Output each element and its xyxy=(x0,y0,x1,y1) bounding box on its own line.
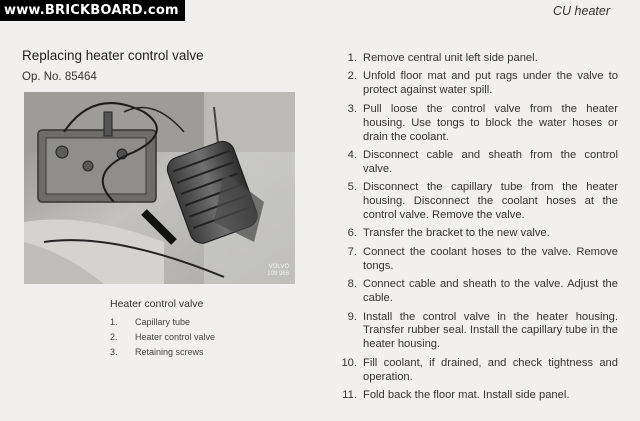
step-number: 6. xyxy=(347,227,357,240)
legend-item xyxy=(110,315,215,330)
step-item xyxy=(336,357,618,385)
legend-label: Retaining screws xyxy=(135,347,204,357)
step-item xyxy=(336,311,618,353)
step-text: Disconnect the capillary tube from the heater housing. Disconnect the coolant hoses at the control valve. Remove the valve. xyxy=(363,181,618,222)
legend-number: 2. xyxy=(110,332,118,342)
figure-reference xyxy=(267,264,289,278)
step-text: Transfer the bracket to the new valve. xyxy=(363,227,550,240)
step-number: 11. xyxy=(342,389,357,402)
step-text: Disconnect cable and sheath from the control valve. xyxy=(363,148,618,175)
brickboard-watermark: www.BRICKBOARD.com xyxy=(0,0,185,21)
step-text: Unfold floor mat and put rags under the valve to protect against water spill. xyxy=(363,70,618,97)
step-number: 9. xyxy=(347,310,357,323)
step-number: 2. xyxy=(347,70,357,83)
step-item xyxy=(336,149,618,177)
legend-item xyxy=(110,345,215,360)
step-number: 1. xyxy=(347,52,357,64)
legend-number: 3. xyxy=(110,347,118,357)
step-text: Remove central unit left side panel. xyxy=(363,52,538,64)
step-text: Fill coolant, if drained, and check tightness and operation. xyxy=(363,356,618,383)
show-through-text xyxy=(270,58,274,70)
step-item xyxy=(336,227,618,241)
figure-legend xyxy=(110,315,215,360)
step-text: Connect the coolant hoses to the valve. Remove tongs. xyxy=(363,245,618,272)
step-number: 3. xyxy=(347,102,357,115)
figure-ref-brand: VOLVO xyxy=(268,264,289,270)
step-item xyxy=(336,278,618,306)
step-text: Connect cable and sheath to the valve. Adjust the cable. xyxy=(363,278,618,305)
figure-caption: Heater control valve xyxy=(110,298,204,310)
step-number: 7. xyxy=(347,245,357,258)
operation-number: Op. No. 85464 xyxy=(22,71,97,83)
procedure-steps xyxy=(336,52,618,407)
step-text: Fold back the floor mat. Install side panel. xyxy=(363,389,570,402)
photo-illustration xyxy=(24,92,295,284)
step-item xyxy=(336,52,618,66)
heater-valve-photo xyxy=(24,92,295,284)
legend-label: Capillary tube xyxy=(135,317,191,327)
running-head: CU heater xyxy=(553,4,610,18)
section-title: Replacing heater control valve xyxy=(22,48,204,63)
step-text: Pull loose the control valve from the heater housing. Use tongs to block the water hoses or drain the coolant. xyxy=(363,102,618,143)
step-number: 8. xyxy=(347,278,357,291)
step-item xyxy=(336,70,618,98)
step-item xyxy=(336,246,618,274)
step-number: 5. xyxy=(347,181,357,194)
step-text: Install the control valve in the heater housing. Transfer rubber seal. Install the capillary tube in the heater housing. xyxy=(363,310,618,351)
step-item xyxy=(336,103,618,145)
step-number: 10. xyxy=(341,356,357,369)
step-number: 4. xyxy=(347,148,357,161)
legend-label: Heater control valve xyxy=(135,332,216,342)
legend-number: 1. xyxy=(110,317,118,327)
step-item xyxy=(336,389,618,403)
legend-item xyxy=(110,330,215,345)
figure-ref-number: 109 966 xyxy=(267,271,289,277)
step-item xyxy=(336,181,618,223)
